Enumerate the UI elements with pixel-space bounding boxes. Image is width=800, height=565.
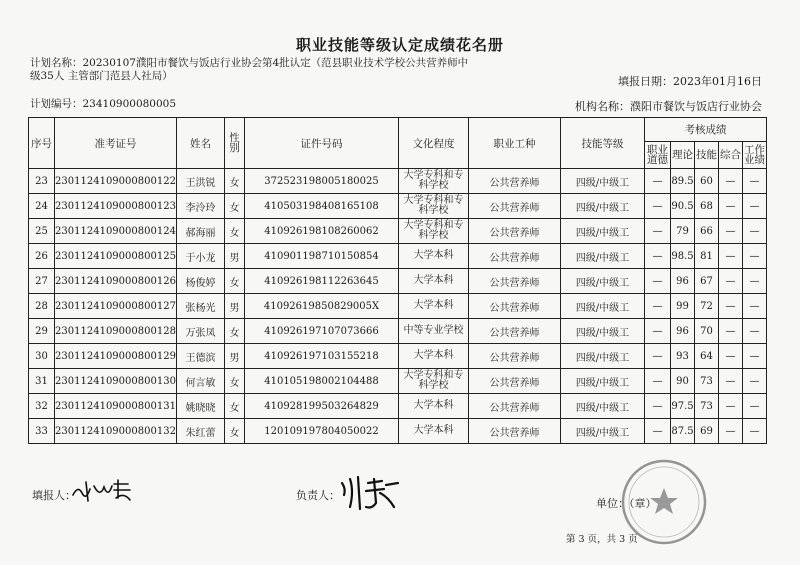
cell-education: 大学专科和专科学校 xyxy=(399,169,469,194)
header-comprehensive: 综合 xyxy=(719,142,743,169)
cell-education: 大学本科 xyxy=(399,244,469,269)
cell-comprehensive: — xyxy=(719,369,743,394)
cell-name: 郝海丽 xyxy=(177,219,225,244)
cell-job: 公共营养师 xyxy=(469,269,561,294)
cell-name: 张杨光 xyxy=(177,294,225,319)
table-row xyxy=(29,169,767,194)
cell-performance: — xyxy=(743,194,767,219)
cell-theory: 97.5 xyxy=(671,394,695,419)
cell-job: 公共营养师 xyxy=(469,169,561,194)
cell-performance: — xyxy=(743,169,767,194)
header-scores: 考核成绩 xyxy=(645,118,767,142)
cell-theory: 87.5 xyxy=(671,419,695,444)
table-row xyxy=(29,344,767,369)
plan-name: 计划名称：20230107濮阳市餐饮与饭店行业协会第4批认定（范县职业技术学校公共营养师中级35人 主管部门范县人社局） xyxy=(30,57,469,82)
cell-gender: 女 xyxy=(225,194,245,219)
cell-id-no: 410105198002104488 xyxy=(245,369,399,394)
cell-education: 大学专科和专科学校 xyxy=(399,219,469,244)
leader-signature xyxy=(338,473,402,513)
cell-theory: 93 xyxy=(671,344,695,369)
cell-level: 四级/中级工 xyxy=(561,394,645,419)
cell-performance: — xyxy=(743,394,767,419)
cell-job: 公共营养师 xyxy=(469,244,561,269)
cell-id-no: 410901198710150854 xyxy=(245,244,399,269)
cell-exam-no: 2301124109000800132 xyxy=(55,419,177,444)
cell-performance: — xyxy=(743,244,767,269)
header-theory: 理论 xyxy=(671,142,695,169)
cell-gender: 女 xyxy=(225,419,245,444)
cell-skill: 69 xyxy=(695,419,719,444)
cell-name: 于小龙 xyxy=(177,244,225,269)
cell-seq: 28 xyxy=(29,294,55,319)
table-row xyxy=(29,319,767,344)
header-seq: 序号 xyxy=(29,118,55,169)
cell-job: 公共营养师 xyxy=(469,319,561,344)
page-title: 职业技能等级认定成绩花名册 xyxy=(295,36,504,54)
cell-exam-no: 2301124109000800128 xyxy=(55,319,177,344)
cell-theory: 79 xyxy=(671,219,695,244)
cell-comprehensive: — xyxy=(719,294,743,319)
cell-id-no: 410926197107073666 xyxy=(245,319,399,344)
table-row xyxy=(29,244,767,269)
cell-level: 四级/中级工 xyxy=(561,419,645,444)
cell-id-no: 410926197103155218 xyxy=(245,344,399,369)
cell-ethics: — xyxy=(645,344,671,369)
fill-date: 填报日期：2023年01月16日 xyxy=(618,75,762,88)
header-education: 文化程度 xyxy=(399,118,469,169)
cell-seq: 30 xyxy=(29,344,55,369)
cell-ethics: — xyxy=(645,369,671,394)
table-row xyxy=(29,194,767,219)
table-row xyxy=(29,369,767,394)
cell-skill: 72 xyxy=(695,294,719,319)
cell-skill: 64 xyxy=(695,344,719,369)
cell-id-no: 120109197804050022 xyxy=(245,419,399,444)
unit-label: 单位：（章） xyxy=(596,497,657,510)
cell-id-no: 41092619850829005X xyxy=(245,294,399,319)
cell-gender: 男 xyxy=(225,294,245,319)
cell-exam-no: 2301124109000800122 xyxy=(55,169,177,194)
cell-comprehensive: — xyxy=(719,194,743,219)
cell-seq: 26 xyxy=(29,244,55,269)
score-table xyxy=(28,117,767,444)
cell-level: 四级/中级工 xyxy=(561,344,645,369)
cell-exam-no: 2301124109000800124 xyxy=(55,219,177,244)
cell-ethics: — xyxy=(645,294,671,319)
cell-gender: 女 xyxy=(225,219,245,244)
cell-seq: 31 xyxy=(29,369,55,394)
cell-education: 大学本科 xyxy=(399,269,469,294)
cell-comprehensive: — xyxy=(719,344,743,369)
cell-exam-no: 2301124109000800126 xyxy=(55,269,177,294)
cell-performance: — xyxy=(743,369,767,394)
cell-name: 李泠玲 xyxy=(177,194,225,219)
leader-label: 负责人： xyxy=(296,489,340,502)
cell-level: 四级/中级工 xyxy=(561,369,645,394)
cell-performance: — xyxy=(743,269,767,294)
cell-gender: 男 xyxy=(225,244,245,269)
cell-seq: 29 xyxy=(29,319,55,344)
cell-id-no: 410503198408165108 xyxy=(245,194,399,219)
cell-performance: — xyxy=(743,219,767,244)
filler-label: 填报人： xyxy=(32,489,76,502)
cell-ethics: — xyxy=(645,244,671,269)
cell-exam-no: 2301124109000800127 xyxy=(55,294,177,319)
cell-seq: 23 xyxy=(29,169,55,194)
cell-name: 王洪锐 xyxy=(177,169,225,194)
cell-name: 杨俊婷 xyxy=(177,269,225,294)
cell-id-no: 410928199503264829 xyxy=(245,394,399,419)
cell-job: 公共营养师 xyxy=(469,344,561,369)
cell-education: 中等专业学校 xyxy=(399,319,469,344)
cell-seq: 24 xyxy=(29,194,55,219)
header-gender: 性别 xyxy=(225,118,245,169)
page-number: 第 3 页，共 3 页 xyxy=(566,534,638,545)
cell-performance: — xyxy=(743,419,767,444)
table-row xyxy=(29,394,767,419)
cell-name: 朱红蕾 xyxy=(177,419,225,444)
cell-gender: 女 xyxy=(225,319,245,344)
header-name: 姓名 xyxy=(177,118,225,169)
cell-level: 四级/中级工 xyxy=(561,219,645,244)
cell-level: 四级/中级工 xyxy=(561,169,645,194)
plan-number: 计划编号：23410900080005 xyxy=(30,98,177,110)
table-row xyxy=(29,294,767,319)
cell-performance: — xyxy=(743,294,767,319)
cell-skill: 67 xyxy=(695,269,719,294)
cell-gender: 女 xyxy=(225,394,245,419)
cell-education: 大学专科和专科学校 xyxy=(399,369,469,394)
organization-name: 机构名称：濮阳市餐饮与饭店行业协会 xyxy=(575,100,762,113)
cell-comprehensive: — xyxy=(719,269,743,294)
cell-gender: 男 xyxy=(225,344,245,369)
cell-job: 公共营养师 xyxy=(469,194,561,219)
cell-level: 四级/中级工 xyxy=(561,294,645,319)
cell-gender: 女 xyxy=(225,269,245,294)
cell-exam-no: 2301124109000800123 xyxy=(55,194,177,219)
cell-gender: 女 xyxy=(225,369,245,394)
cell-job: 公共营养师 xyxy=(469,219,561,244)
cell-exam-no: 2301124109000800129 xyxy=(55,344,177,369)
cell-level: 四级/中级工 xyxy=(561,194,645,219)
cell-name: 万张凤 xyxy=(177,319,225,344)
cell-level: 四级/中级工 xyxy=(561,244,645,269)
cell-name: 何言敏 xyxy=(177,369,225,394)
header-skill: 技能 xyxy=(695,142,719,169)
table-row xyxy=(29,219,767,244)
cell-comprehensive: — xyxy=(719,394,743,419)
cell-theory: 90.5 xyxy=(671,194,695,219)
cell-exam-no: 2301124109000800131 xyxy=(55,394,177,419)
cell-skill: 81 xyxy=(695,244,719,269)
cell-comprehensive: — xyxy=(719,244,743,269)
cell-id-no: 410926198112263645 xyxy=(245,269,399,294)
header-performance: 工作业绩 xyxy=(743,142,767,169)
cell-ethics: — xyxy=(645,219,671,244)
cell-skill: 68 xyxy=(695,194,719,219)
cell-seq: 25 xyxy=(29,219,55,244)
cell-job: 公共营养师 xyxy=(469,394,561,419)
cell-performance: — xyxy=(743,344,767,369)
header-job: 职业工种 xyxy=(469,118,561,169)
cell-theory: 90 xyxy=(671,369,695,394)
cell-comprehensive: — xyxy=(719,169,743,194)
cell-theory: 96 xyxy=(671,269,695,294)
cell-exam-no: 2301124109000800125 xyxy=(55,244,177,269)
cell-skill: 73 xyxy=(695,369,719,394)
cell-performance: — xyxy=(743,319,767,344)
cell-seq: 27 xyxy=(29,269,55,294)
cell-ethics: — xyxy=(645,419,671,444)
table-row xyxy=(29,269,767,294)
cell-skill: 73 xyxy=(695,394,719,419)
cell-id-no: 372523198005180025 xyxy=(245,169,399,194)
cell-education: 大学本科 xyxy=(399,394,469,419)
cell-theory: 99 xyxy=(671,294,695,319)
cell-comprehensive: — xyxy=(719,319,743,344)
cell-level: 四级/中级工 xyxy=(561,319,645,344)
header-level: 技能等级 xyxy=(561,118,645,169)
header-ethics: 职业道德 xyxy=(645,142,671,169)
cell-ethics: — xyxy=(645,269,671,294)
cell-comprehensive: — xyxy=(719,219,743,244)
cell-exam-no: 2301124109000800130 xyxy=(55,369,177,394)
cell-gender: 女 xyxy=(225,169,245,194)
cell-education: 大学本科 xyxy=(399,344,469,369)
filler-signature xyxy=(70,478,134,504)
cell-name: 姚晓晓 xyxy=(177,394,225,419)
cell-education: 大学本科 xyxy=(399,419,469,444)
cell-theory: 89.5 xyxy=(671,169,695,194)
cell-education: 大学专科和专科学校 xyxy=(399,194,469,219)
cell-skill: 66 xyxy=(695,219,719,244)
cell-ethics: — xyxy=(645,194,671,219)
cell-seq: 32 xyxy=(29,394,55,419)
cell-ethics: — xyxy=(645,394,671,419)
header-id-no: 证件号码 xyxy=(245,118,399,169)
cell-seq: 33 xyxy=(29,419,55,444)
cell-skill: 60 xyxy=(695,169,719,194)
cell-education: 大学本科 xyxy=(399,294,469,319)
header-exam-no: 准考证号 xyxy=(55,118,177,169)
cell-name: 王德滨 xyxy=(177,344,225,369)
cell-job: 公共营养师 xyxy=(469,294,561,319)
cell-ethics: — xyxy=(645,169,671,194)
table-row xyxy=(29,419,767,444)
cell-job: 公共营养师 xyxy=(469,369,561,394)
cell-theory: 98.5 xyxy=(671,244,695,269)
cell-skill: 70 xyxy=(695,319,719,344)
cell-id-no: 410926198108260062 xyxy=(245,219,399,244)
cell-ethics: — xyxy=(645,319,671,344)
cell-theory: 96 xyxy=(671,319,695,344)
cell-job: 公共营养师 xyxy=(469,419,561,444)
cell-level: 四级/中级工 xyxy=(561,269,645,294)
cell-comprehensive: — xyxy=(719,419,743,444)
